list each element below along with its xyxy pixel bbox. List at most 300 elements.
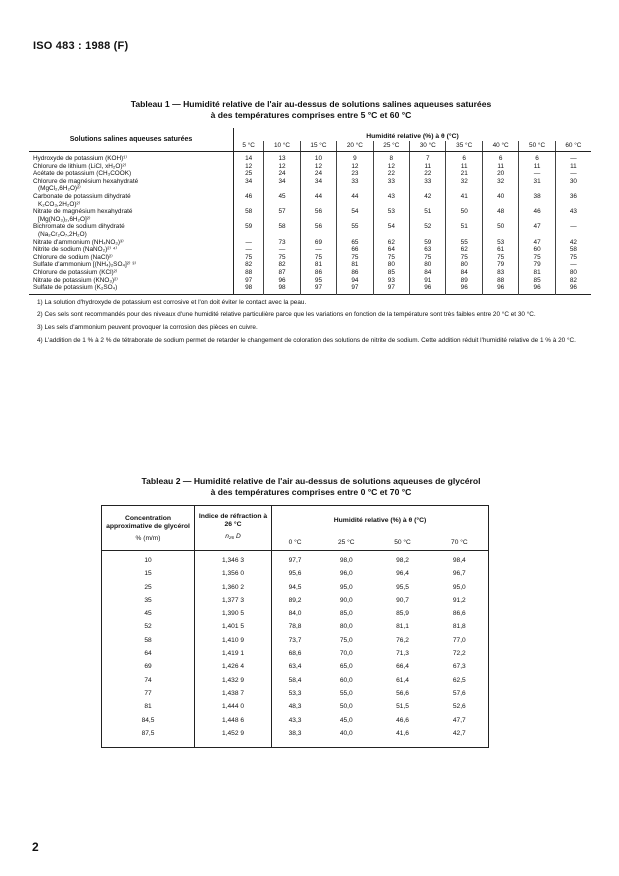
refraction-index: 1,360 2	[195, 583, 272, 596]
table-row	[102, 716, 489, 729]
glycerol-concentration: 81	[102, 702, 195, 715]
humidity-value: 53	[373, 208, 409, 223]
table1-title-line1: Tableau 1 — Humidité relative de l'air au-dessus de solutions salines aqueuses saturées	[130, 99, 492, 109]
humidity-value: 44	[300, 193, 336, 208]
humidity-value: 76,2	[396, 636, 409, 644]
humidity-value: 75	[264, 254, 300, 262]
humidity-value: 12	[264, 163, 300, 171]
humidity-value: 75	[519, 254, 555, 262]
glycerol-concentration: 64	[102, 649, 195, 662]
humidity-value: 82	[264, 261, 300, 269]
glycerol-concentration: 25	[102, 583, 195, 596]
humidity-value: 34	[300, 178, 336, 193]
table2-concentration-header	[102, 506, 195, 551]
humidity-value: 62	[446, 246, 482, 254]
table1-temp-header: 20 °C	[337, 141, 373, 152]
refraction-index: 1,444 0	[195, 702, 272, 715]
salt-name	[29, 223, 234, 238]
humidity-value: 48	[482, 208, 518, 223]
humidity-value: 62	[373, 239, 409, 247]
humidity-value: 30	[555, 178, 591, 193]
table-row	[29, 246, 591, 254]
humidity-value: 69	[300, 239, 336, 247]
table-row	[29, 261, 591, 269]
humidity-value: 80	[410, 261, 446, 269]
humidity-value: 32	[446, 178, 482, 193]
salt-name-line1: Chlorure de potassium (KCl)²⁾	[33, 268, 118, 276]
humidity-value: 86	[300, 269, 336, 277]
table-row	[29, 239, 591, 247]
humidity-value: 59	[245, 223, 253, 231]
table-row	[102, 649, 489, 662]
table1-humidity-header: Humidité relative (%) à θ (°C)	[366, 133, 459, 141]
salt-name-line1: Sulfate de potassium (K₂SO₄)	[33, 284, 118, 292]
humidity-value: 79	[482, 261, 518, 269]
humidity-value: 12	[300, 163, 336, 171]
table2-index-label: Indice de réfraction à 26 °C	[198, 513, 268, 528]
humidity-value: 75	[373, 254, 409, 262]
humidity-value: 75	[410, 254, 446, 262]
table2-temp-header: 0 °C	[272, 536, 319, 551]
humidity-value: 7	[410, 152, 446, 163]
humidity-value: 97,7	[288, 557, 302, 564]
table2-concentration-label: Concentration approximative de glycérol	[106, 514, 190, 530]
humidity-value: 97	[300, 284, 336, 294]
humidity-value: 81,8	[452, 623, 466, 631]
humidity-value: 93	[373, 277, 409, 285]
humidity-value: 52,6	[452, 703, 466, 711]
humidity-value: 51	[446, 223, 482, 238]
humidity-value: 58,4	[288, 676, 302, 684]
humidity-value: 8	[373, 152, 409, 163]
page-number: 2	[32, 840, 39, 854]
humidity-value: 59	[410, 239, 446, 247]
refraction-index: 1,432 9	[195, 676, 272, 689]
humidity-value: 51,5	[396, 703, 409, 711]
table-row	[29, 208, 591, 223]
humidity-value: 96	[519, 284, 555, 294]
salt-name-line1: Nitrate de potassium (KNO₃)²⁾	[33, 276, 118, 284]
glycerol-concentration: 84,5	[102, 716, 195, 729]
humidity-value: 47	[519, 223, 555, 238]
table1-title-line2: à des températures comprises entre 5 °C et 60 °C	[210, 110, 412, 120]
humidity-value: 96	[555, 284, 591, 294]
salt-name	[29, 284, 234, 294]
humidity-value: 65	[337, 239, 373, 247]
humidity-value: 60,0	[339, 676, 353, 684]
humidity-value: —	[555, 261, 591, 269]
table2-index-symbol: n₂₆ D	[225, 533, 241, 540]
humidity-value: —	[555, 152, 591, 163]
table-row	[102, 689, 489, 702]
humidity-value: 6	[446, 152, 482, 163]
table1-temp-header: 30 °C	[410, 141, 446, 152]
humidity-value: 41,6	[396, 729, 409, 737]
humidity-value: 42,7	[452, 729, 466, 737]
humidity-value: 94	[337, 277, 373, 285]
humidity-value: 11	[482, 163, 518, 171]
humidity-value: 75	[446, 254, 482, 262]
humidity-value: 31	[519, 178, 555, 193]
table1-body	[29, 152, 591, 295]
humidity-value: 77,0	[452, 636, 466, 644]
humidity-value: 38	[519, 193, 555, 208]
humidity-value: 86,6	[452, 610, 466, 618]
salt-name-line1: Hydroxyde de potassium (KOH)¹⁾	[33, 155, 127, 162]
refraction-index: 1,426 4	[195, 662, 272, 675]
humidity-value: 55,0	[339, 689, 353, 697]
salt-name	[29, 152, 234, 163]
humidity-value: 81	[300, 261, 336, 269]
refraction-index: 1,448 6	[195, 716, 272, 729]
salt-name-line2: K₂CO₃,2H₂O)²⁾	[38, 200, 81, 208]
refraction-index: 1,452 9	[195, 729, 272, 748]
humidity-value: 47	[519, 239, 555, 247]
salt-name	[29, 208, 234, 223]
humidity-value: 68,6	[288, 650, 302, 658]
salt-name-line1: Sulfate d'ammonium [(NH₄)₂SO₄]²⁾ ³⁾	[33, 261, 136, 269]
humidity-value: 83	[482, 269, 518, 277]
table2-temp-header: 70 °C	[431, 536, 489, 551]
glycerol-concentration: 77	[102, 689, 195, 702]
table-row	[102, 636, 489, 649]
table1-temp-header: 15 °C	[300, 141, 336, 152]
humidity-value: 78,8	[288, 623, 302, 631]
humidity-value: 95,5	[396, 583, 409, 591]
humidity-value: 23	[337, 170, 373, 178]
humidity-value: 75	[337, 254, 373, 262]
table1-salt-solutions	[29, 128, 591, 353]
humidity-value: 54	[337, 208, 373, 223]
humidity-value: 56	[300, 223, 336, 238]
humidity-value: 60	[519, 246, 555, 254]
humidity-value: —	[555, 223, 591, 238]
table2-title	[30, 476, 592, 498]
humidity-value: 55	[337, 223, 373, 238]
table-row	[29, 254, 591, 262]
humidity-value: 21	[446, 170, 482, 178]
glycerol-concentration: 45	[102, 609, 195, 622]
humidity-value: 64	[373, 246, 409, 254]
humidity-value: 91,2	[452, 596, 466, 604]
humidity-value: 88	[245, 268, 253, 276]
table2-body	[102, 551, 489, 748]
humidity-value: 96	[446, 284, 482, 294]
humidity-value: 42	[410, 193, 446, 208]
table1-temp-header: 60 °C	[555, 141, 591, 152]
table2-index-header	[195, 506, 272, 551]
humidity-value: 85,0	[339, 610, 353, 618]
humidity-value: 84	[410, 269, 446, 277]
humidity-value: 14	[245, 155, 253, 162]
table1-temp-header: 25 °C	[373, 141, 409, 152]
humidity-value: 22	[373, 170, 409, 178]
humidity-value: 45	[264, 193, 300, 208]
humidity-value: 43	[555, 208, 591, 223]
humidity-value: 24	[264, 170, 300, 178]
humidity-value: 96	[264, 277, 300, 285]
humidity-value: 80	[446, 261, 482, 269]
humidity-value: 46	[245, 192, 253, 200]
salt-name	[29, 269, 234, 277]
humidity-value: 91	[410, 277, 446, 285]
table2-concentration-unit: % (m/m)	[135, 534, 161, 542]
humidity-value: 67,3	[452, 663, 466, 671]
humidity-value: —	[555, 170, 591, 178]
salt-name-line1: Carbonate de potassium dihydraté	[33, 192, 131, 200]
humidity-value: 81,1	[396, 623, 409, 631]
humidity-value: 12	[245, 162, 253, 170]
humidity-value: 88	[482, 277, 518, 285]
humidity-value: 55	[446, 239, 482, 247]
humidity-value: 48,3	[288, 703, 302, 711]
humidity-value: —	[245, 246, 252, 254]
humidity-value: 61	[482, 246, 518, 254]
humidity-value: 11	[446, 163, 482, 171]
glycerol-concentration: 69	[102, 662, 195, 675]
salt-name-line1: Chlorure de sodium (NaCl)²⁾	[33, 253, 113, 261]
humidity-value: 86	[337, 269, 373, 277]
glycerol-concentration: 87,5	[102, 729, 195, 748]
humidity-value: 62,5	[452, 676, 466, 684]
salt-name-line2: (MgCl₂,6H₂O)²⁾	[38, 185, 81, 193]
salt-name	[29, 239, 234, 247]
table1-name-header: Solutions salines aqueuses saturées	[29, 128, 234, 152]
salt-name-line1: Chlorure de lithium (LiCl, xH₂O)²⁾	[33, 162, 127, 170]
table1-note-2: 2) Ces sels sont recommandés pour des niveaux d'une humidité relative particulière parce que les variations en fonction de la température sont très faibles entre 20 °C et 30 °C.	[37, 310, 536, 318]
humidity-value: 57	[264, 208, 300, 223]
humidity-value: 56	[300, 208, 336, 223]
table2-title-line2: à des températures comprises entre 0 °C et 70 °C	[210, 487, 412, 497]
humidity-value: 81	[337, 261, 373, 269]
salt-name	[29, 163, 234, 171]
humidity-value: 56,6	[396, 689, 409, 697]
table-row	[29, 277, 591, 285]
humidity-value: 84,0	[288, 610, 302, 618]
humidity-value: —	[300, 246, 336, 254]
humidity-value: 50	[446, 208, 482, 223]
humidity-value: 73	[264, 239, 300, 247]
humidity-value: 50,0	[339, 703, 353, 711]
glycerol-concentration: 52	[102, 622, 195, 635]
refraction-index: 1,390 5	[195, 609, 272, 622]
humidity-value: 94,5	[288, 583, 302, 591]
humidity-value: 46,6	[396, 716, 409, 724]
humidity-value: 66,4	[396, 663, 409, 671]
refraction-index: 1,377 3	[195, 596, 272, 609]
humidity-value: 96,4	[396, 570, 409, 578]
humidity-value: 97	[337, 284, 373, 294]
salt-name-line2: [Mg(NO₃)₂,6H₂O]²⁾	[38, 215, 91, 223]
salt-name-line1: Acétate de potassium (CH₃COOK)	[33, 170, 132, 178]
humidity-value: 58	[264, 223, 300, 238]
table-row	[102, 676, 489, 689]
humidity-value: 24	[300, 170, 336, 178]
humidity-value: 80	[555, 269, 591, 277]
humidity-value: 97	[245, 276, 253, 284]
humidity-value: 11	[410, 163, 446, 171]
table2-temp-header: 25 °C	[318, 536, 374, 551]
humidity-value: 50	[482, 223, 518, 238]
table-row	[102, 551, 489, 570]
salt-name	[29, 261, 234, 269]
glycerol-concentration: 58	[102, 636, 195, 649]
humidity-value: 33	[410, 178, 446, 193]
table1-temp-header: 50 °C	[519, 141, 555, 152]
table1-note-4: 4) L'addition de 1 % à 2 % de tétraborate de sodium permet de retarder le changement de coloration des solutions de nitrite de sodium. Cette addition réduit l'humidité relative de 1 % à 20 °C.	[37, 336, 576, 344]
humidity-value: 36	[555, 193, 591, 208]
humidity-value: 85,9	[396, 610, 409, 618]
humidity-value: 81	[519, 269, 555, 277]
table-row	[102, 596, 489, 609]
glycerol-concentration: 15	[102, 569, 195, 582]
salt-name-line1: Chlorure de magnésium hexahydraté	[33, 177, 139, 185]
table-row	[29, 223, 591, 238]
document-header: ISO 483 : 1988 (F)	[33, 40, 129, 52]
table1-temp-header: 40 °C	[482, 141, 518, 152]
humidity-value: 33	[337, 178, 373, 193]
humidity-value: 73,7	[288, 636, 302, 644]
humidity-value: 10	[300, 152, 336, 163]
humidity-value: 87	[264, 269, 300, 277]
humidity-value: 98,2	[396, 557, 409, 564]
humidity-value: 70,0	[339, 650, 353, 658]
humidity-value: 40	[482, 193, 518, 208]
table-row	[29, 163, 591, 171]
salt-name	[29, 193, 234, 208]
humidity-value: 98,0	[339, 557, 353, 564]
salt-name	[29, 277, 234, 285]
table2-title-line1: Tableau 2 — Humidité relative de l'air au-dessus de solutions aqueuses de glycérol	[141, 476, 481, 486]
humidity-value: 9	[337, 152, 373, 163]
humidity-value: 13	[264, 152, 300, 163]
salt-name-line1: Nitrate de magnésium hexahydraté	[33, 208, 133, 216]
salt-name-line1: Nitrate d'ammonium (NH₄NO₃)³⁾	[33, 238, 124, 246]
table1-title	[30, 99, 592, 121]
humidity-value: 6	[482, 152, 518, 163]
table1-note-3: 3) Les sels d'ammonium peuvent provoquer la corrosion des pièces en cuivre.	[37, 323, 258, 331]
humidity-value: 95,6	[288, 570, 302, 578]
table-row	[29, 284, 591, 294]
table-row	[29, 152, 591, 163]
humidity-value: 41	[446, 193, 482, 208]
humidity-value: 34	[264, 178, 300, 193]
humidity-value: 75	[482, 254, 518, 262]
humidity-value: 42	[555, 239, 591, 247]
refraction-index: 1,346 3	[195, 551, 272, 570]
table-row	[29, 178, 591, 193]
salt-name-line1: Bichromate de sodium dihydraté	[33, 223, 125, 231]
humidity-value: 98	[264, 284, 300, 294]
table1-temp-header: 35 °C	[446, 141, 482, 152]
humidity-value: 98	[245, 284, 253, 292]
humidity-value: 54	[373, 223, 409, 238]
table-row	[102, 702, 489, 715]
humidity-value: 43,3	[288, 716, 302, 724]
humidity-value: 40,0	[339, 729, 353, 737]
humidity-value: 12	[373, 163, 409, 171]
humidity-value: 80,0	[339, 623, 353, 631]
humidity-value: 52	[410, 223, 446, 238]
refraction-index: 1,401 5	[195, 622, 272, 635]
humidity-value: 84	[446, 269, 482, 277]
humidity-value: 65,0	[339, 663, 353, 671]
humidity-value: 38,3	[288, 729, 302, 737]
salt-name-line1: Nitrite de sodium (NaNO₂)²⁾ ⁴⁾	[33, 246, 118, 254]
humidity-value: 96,7	[452, 570, 466, 578]
humidity-value: 11	[519, 163, 555, 171]
humidity-value: 43	[373, 193, 409, 208]
humidity-value: 66	[337, 246, 373, 254]
humidity-value: 34	[245, 177, 253, 185]
humidity-value: 61,4	[396, 676, 409, 684]
humidity-value: —	[245, 238, 252, 246]
table-row	[102, 622, 489, 635]
table-row	[102, 609, 489, 622]
refraction-index: 1,356 0	[195, 569, 272, 582]
humidity-value: 85	[373, 269, 409, 277]
table2-humidity-header: Humidité relative (%) à θ (°C)	[333, 517, 427, 524]
table1-note-1: 1) La solution d'hydroxyde de potassium est corrosive et l'on doit éviter le contact avec la peau.	[29, 294, 591, 309]
humidity-value: 25	[245, 170, 253, 178]
humidity-value: 58	[245, 208, 253, 216]
table1-temp-header: 5 °C	[234, 141, 264, 152]
salt-name	[29, 178, 234, 193]
humidity-value: 82	[555, 277, 591, 285]
glycerol-concentration: 74	[102, 676, 195, 689]
humidity-value: 45,0	[339, 716, 353, 724]
humidity-value: 90,7	[396, 596, 409, 604]
humidity-value: 71,3	[396, 650, 409, 658]
humidity-value: 57,6	[452, 689, 466, 697]
salt-name	[29, 254, 234, 262]
humidity-value: 11	[555, 163, 591, 171]
humidity-value: 72,2	[452, 650, 466, 658]
glycerol-concentration: 35	[102, 596, 195, 609]
table-row	[29, 170, 591, 178]
humidity-value: 46	[519, 208, 555, 223]
humidity-value: 63,4	[288, 663, 302, 671]
table-row	[102, 729, 489, 748]
refraction-index: 1,410 9	[195, 636, 272, 649]
table-row	[102, 583, 489, 596]
humidity-value: —	[519, 170, 555, 178]
humidity-value: 95	[300, 277, 336, 285]
humidity-value: 90,0	[339, 596, 353, 604]
humidity-value: 51	[410, 208, 446, 223]
humidity-value: 89,2	[288, 596, 302, 604]
table2-glycerol	[101, 505, 489, 748]
humidity-value: 82	[245, 261, 253, 269]
humidity-value: 58	[555, 246, 591, 254]
table-row	[102, 662, 489, 675]
humidity-value: 47,7	[452, 716, 466, 724]
humidity-value: 85	[519, 277, 555, 285]
refraction-index: 1,438 7	[195, 689, 272, 702]
glycerol-concentration: 10	[102, 551, 195, 570]
humidity-value: 12	[337, 163, 373, 171]
humidity-value: 32	[482, 178, 518, 193]
refraction-index: 1,419 1	[195, 649, 272, 662]
humidity-value: 95,0	[452, 583, 466, 591]
humidity-value: 96	[482, 284, 518, 294]
humidity-value: —	[264, 246, 300, 254]
humidity-value: 75,0	[339, 636, 353, 644]
humidity-value: 97	[373, 284, 409, 294]
humidity-value: 33	[373, 178, 409, 193]
humidity-value: 53,3	[288, 689, 302, 697]
humidity-value: 75	[300, 254, 336, 262]
